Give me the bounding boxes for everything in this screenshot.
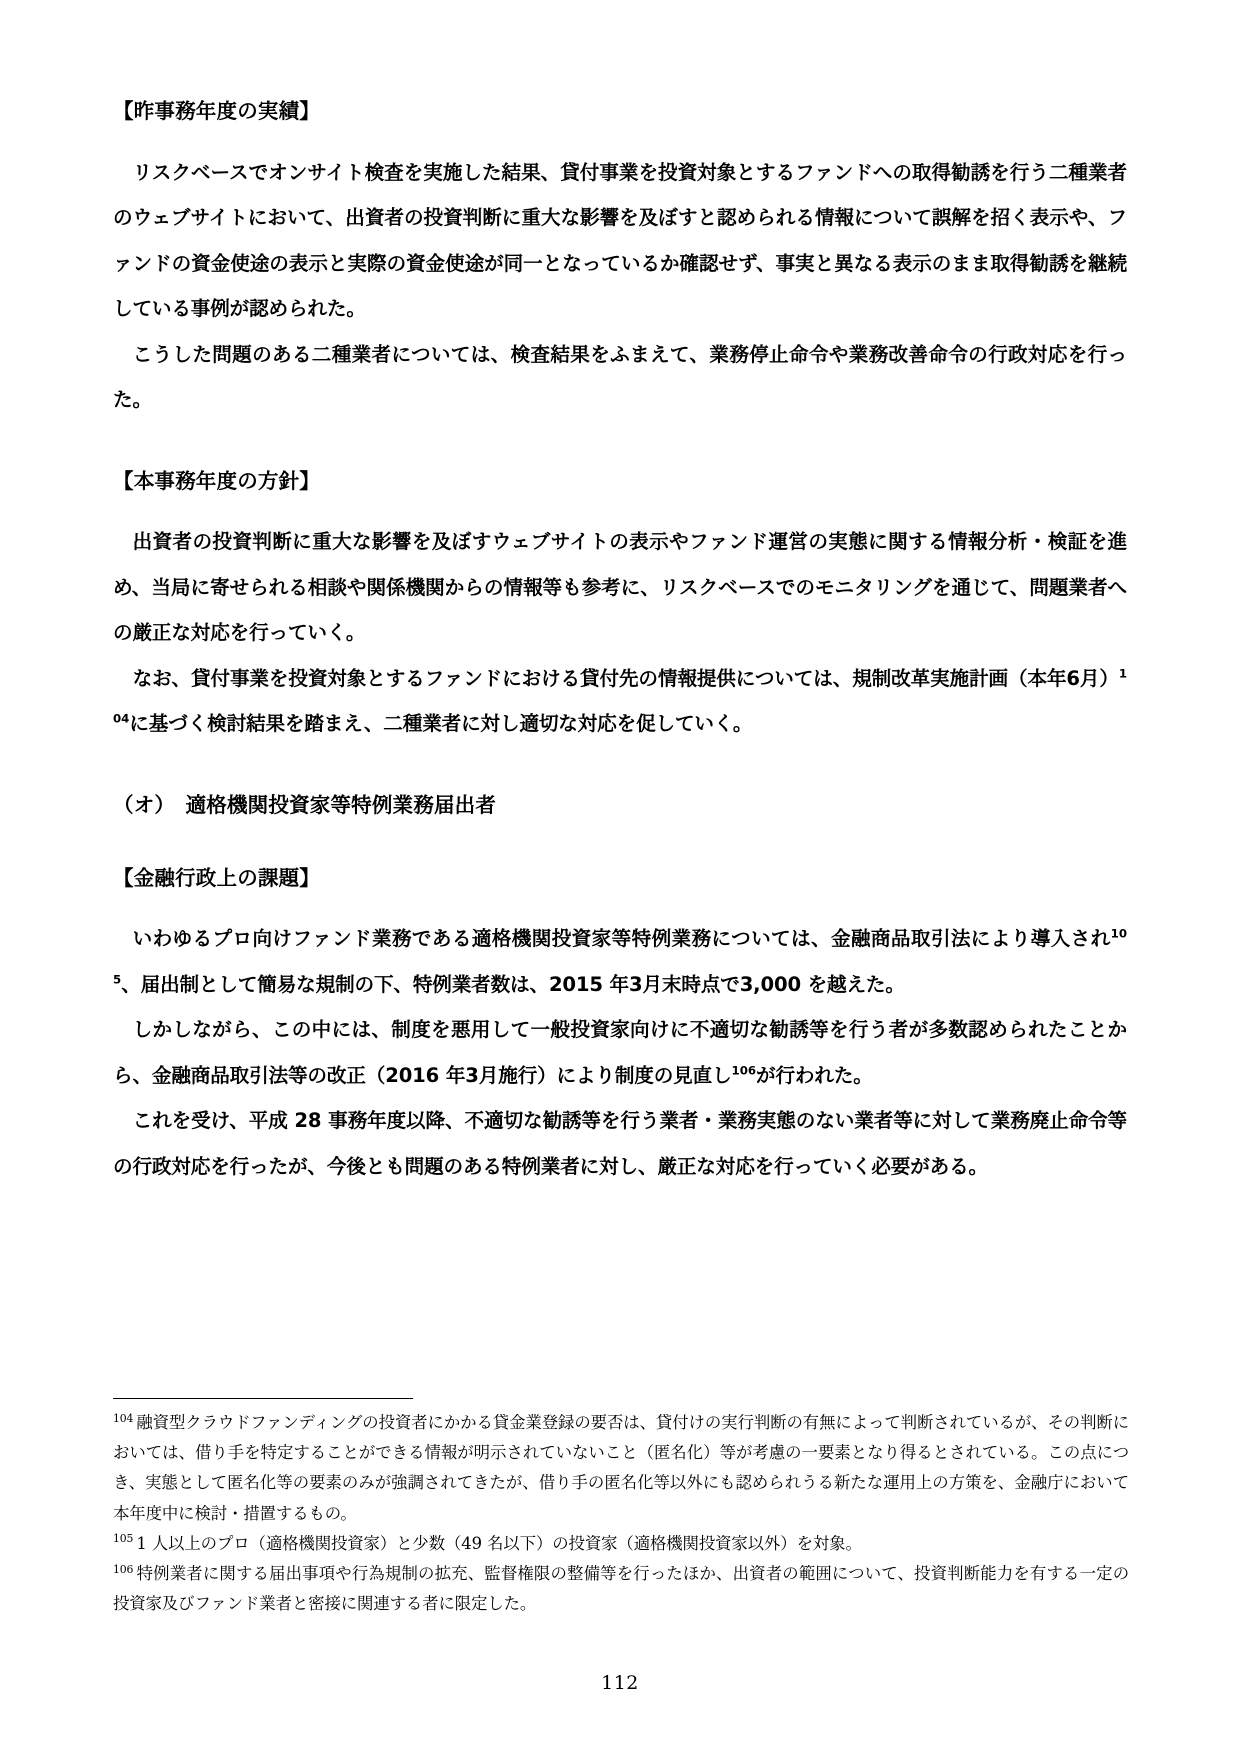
paragraph-this-fy-2 bbox=[113, 656, 1127, 747]
spacer bbox=[113, 747, 1127, 792]
footnote-ref-104[interactable]: 104 bbox=[113, 666, 1127, 726]
heading-last-fiscal-year-results: 【昨事務年度の実績】 bbox=[113, 99, 320, 123]
footnote-separator-rule bbox=[113, 1398, 413, 1399]
footnote-104-marker: 104 bbox=[113, 1411, 134, 1425]
paragraph-this-fy-1: 出資者の投資判断に重大な影響を及ぼすウェブサイトの表示やファンド運営の実態に関する情報分析・検証を進め、当局に寄せられる相談や関係機関からの情報等も参考に、リスクベースでのモニタリングを通じて、問題業者への厳正な対応を行っていく。 bbox=[113, 530, 1127, 645]
footnote-104 bbox=[113, 1408, 1129, 1529]
paragraph-issues-2-after: が行われた。 bbox=[756, 1063, 873, 1087]
document-body-column bbox=[113, 98, 1127, 1189]
heading-financial-administration-issues: 【金融行政上の課題】 bbox=[113, 865, 320, 890]
footnote-area bbox=[113, 1398, 1129, 1619]
footnote-106-text: 特例業者に関する届出事項や行為規制の拡充、監督権限の整備等を行ったほか、出資者の範囲について、投資判断能力を有する一定の投資家及びファンド業者と密接に関連する者に限定した。 bbox=[113, 1564, 1129, 1614]
heading-this-fiscal-year-policy: 【本事務年度の方針】 bbox=[113, 468, 320, 493]
paragraph-last-fy-2: こうした問題のある二種業者については、検査結果をふまえて、業務停止命令や業務改善命令の行政対応を行った。 bbox=[113, 342, 1127, 412]
paragraph-issues-1 bbox=[113, 916, 1127, 1007]
spacer bbox=[113, 423, 1127, 468]
paragraph-issues-1-after: 、届出制として簡易な規制の下、特例業者数は、2015 年3月末時点で3,000 を越えた。 bbox=[121, 972, 905, 996]
footnote-105-text: 1 人以上のプロ（適格機関投資家）と少数（49 名以下）の投資家（適格機関投資家以外）を対象。 bbox=[136, 1533, 862, 1553]
heading-subsection-o: （オ） 適格機関投資家等特例業務届出者 bbox=[113, 792, 497, 817]
footnote-106-marker: 106 bbox=[113, 1562, 134, 1576]
footnote-105-marker: 105 bbox=[113, 1532, 134, 1546]
spacer bbox=[113, 495, 1127, 519]
paragraph-issues-2 bbox=[113, 1007, 1127, 1098]
paragraph-this-fy-2-after: に基づく検討結果を踏まえ、二種業者に対し適切な対応を促していく。 bbox=[129, 712, 753, 736]
spacer bbox=[113, 126, 1127, 150]
footnote-ref-106[interactable]: 106 bbox=[731, 1063, 757, 1078]
spacer bbox=[113, 820, 1127, 865]
paragraph-issues-1-before: いわゆるプロ向けファンド業務である適格機関投資家等特例業務については、金融商品取引法により導入され bbox=[132, 927, 1111, 951]
footnote-ref-105[interactable]: 105 bbox=[113, 926, 1127, 987]
footnote-105 bbox=[113, 1529, 1129, 1559]
paragraph-this-fy-2-before: なお、貸付事業を投資対象とするファンドにおける貸付先の情報提供については、規制改革実施計画（本年6月） bbox=[132, 666, 1119, 690]
footnote-104-text: 融資型クラウドファンディングの投資者にかかる貸金業登録の要否は、貸付けの実行判断の有無によって判断されているが、その判断においては、借り手を特定することができる情報が明示されていないこと（匿名化）等が考慮の一要素となり得るとされている。この点につき、実態として匿名化等の要素のみが強調されてきたが、借り手の匿名化等以外にも認められうる新たな運用上の方策を、金融庁において本年度中に検討・措置するもの。 bbox=[113, 1413, 1129, 1523]
footnote-106 bbox=[113, 1559, 1129, 1619]
paragraph-issues-2-before: しかしながら、この中には、制度を悪用して一般投資家向けに不適切な勧誘等を行う者が多数認められたことから、金融商品取引法等の改正（2016 年3月施行）により制度の見直し bbox=[113, 1018, 1127, 1087]
page-number: 112 bbox=[601, 1672, 639, 1694]
spacer bbox=[113, 892, 1127, 916]
paragraph-last-fy-1: リスクベースでオンサイト検査を実施した結果、貸付事業を投資対象とするファンドへの取得勧誘を行う二種業者のウェブサイトにおいて、出資者の投資判断に重大な影響を及ぼすと認められる情報について誤解を招く表示や、ファンドの資金使途の表示と実際の資金使途が同一となっているか確認せず、事実と異なる表示のまま取得勧誘を継続している事例が認められた。 bbox=[113, 160, 1127, 321]
paragraph-issues-3: これを受け、平成 28 事務年度以降、不適切な勧誘等を行う業者・業務実態のない業者等に対して業務廃止命令等の行政対応を行ったが、今後とも問題のある特例業者に対し、厳正な対応を行っていく必要がある。 bbox=[113, 1109, 1127, 1178]
